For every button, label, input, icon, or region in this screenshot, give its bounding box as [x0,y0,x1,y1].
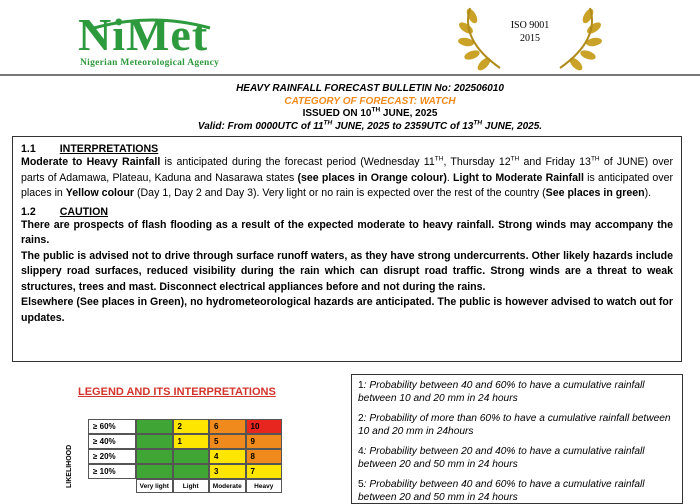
legend-row-label: ≥ 60% [88,419,136,434]
validity-period: Valid: From 0000UTC of 11TH JUNE, 2025 to 2359UTC of 13TH JUNE, 2025. [197,119,543,132]
legend-cell [173,449,210,464]
logo-text: NiMet [78,9,209,60]
legend-cell: 10 [246,419,283,434]
legend-column-label: Light [173,479,210,493]
legend-cell [136,449,173,464]
bulletin-title: HEAVY RAINFALL FORECAST BULLETIN No: 202506010 [236,83,504,94]
logo-subtitle: Nigerian Meteorological Agency [80,58,220,68]
bulletin-header [0,0,700,80]
legend-cell [136,419,173,434]
legend-cell: 2 [173,419,210,434]
forecast-category: CATEGORY OF FORECAST: WATCH [284,95,456,107]
interpretations-text: Moderate to Heavy Rainfall is anticipated during the forecast period (Wednesday 11TH, Thursday 12TH and Friday 13TH of JUNE) over parts of Adamawa, Plateau, Kaduna and Nasarawa states (see places in Orange colour). Light to Moderate Rainfall is anticipated over places in Yellow colour (Day 1, Day 2 and Day 3). Very light or no rain is expected over the rest of the country (See places in green). [21,155,673,199]
legend-cell [136,464,173,479]
likelihood-axis-label: LIKELIHOOD [66,444,73,488]
legend-notes [351,374,683,504]
legend-cell: 1 [173,434,210,449]
seal-line-2: 2015 [520,33,540,44]
nimet-logo [78,10,258,72]
legend-row-label: ≥ 20% [88,449,136,464]
legend-row-label: ≥ 40% [88,434,136,449]
note-item: 4: Probability between 20 and 40% to have a cumulative rainfall between 20 and 50 mm in 24 hours [358,446,645,470]
legend-cell: 8 [246,449,283,464]
legend-cell: 6 [209,419,246,434]
legend-column-label: Heavy [246,479,283,493]
legend-title: LEGEND AND ITS INTERPRETATIONS [78,386,276,398]
legend-cell: 5 [209,434,246,449]
legend-column-label: Very light [136,479,173,493]
section-heading-caution: 1.2 CAUTION [21,205,108,218]
legend-cell [173,464,210,479]
legend-cell: 7 [246,464,283,479]
header-divider [0,74,700,76]
legend-row-label: ≥ 10% [88,464,136,479]
legend-column-label: Moderate [209,479,246,493]
note-item: 5: Probability between 40 and 60% to have a cumulative rainfall between 20 and 50 mm in 24 hours [358,479,645,503]
section-heading-interpretations: 1.1 INTERPRETATIONS [21,143,159,155]
legend-cell: 3 [209,464,246,479]
seal-line-1: ISO 9001 [510,20,550,31]
note-item: 1: Probability between 40 and 60% to have a cumulative rainfall between 10 and 20 mm in 24 hours [358,380,645,404]
bulletin-titles [0,83,700,133]
interpretation-box [12,136,682,362]
caution-text-2: The public is advised not to drive through surface runoff waters, as they have strong undercurrents. Other likely hazards include slippery road surfaces, reduced visibility during the rain which can disrupt road traffic. Strong winds are a threat to weak structures, trees and mast. Disconnect electrical appliances before and not during the rains. [21,249,673,293]
caution-text-1: There are prospects of flash flooding as a result of the expected moderate to heavy rainfall. Strong winds may accompany the rains. [21,218,673,246]
note-item: 2: Probability of more than 60% to have a cumulative rainfall between 10 and 20 mm in 24hours [358,413,671,437]
iso-seal [450,0,610,72]
legend-cell [136,434,173,449]
legend-cell: 4 [209,449,246,464]
caution-text-3: Elsewhere (See places in Green), no hydrometeorological hazards are anticipated. The public is however advised to watch out for updates. [21,296,673,324]
legend-cell: 9 [246,434,283,449]
issued-date: ISSUED ON 10TH JUNE, 2025 [302,106,438,119]
